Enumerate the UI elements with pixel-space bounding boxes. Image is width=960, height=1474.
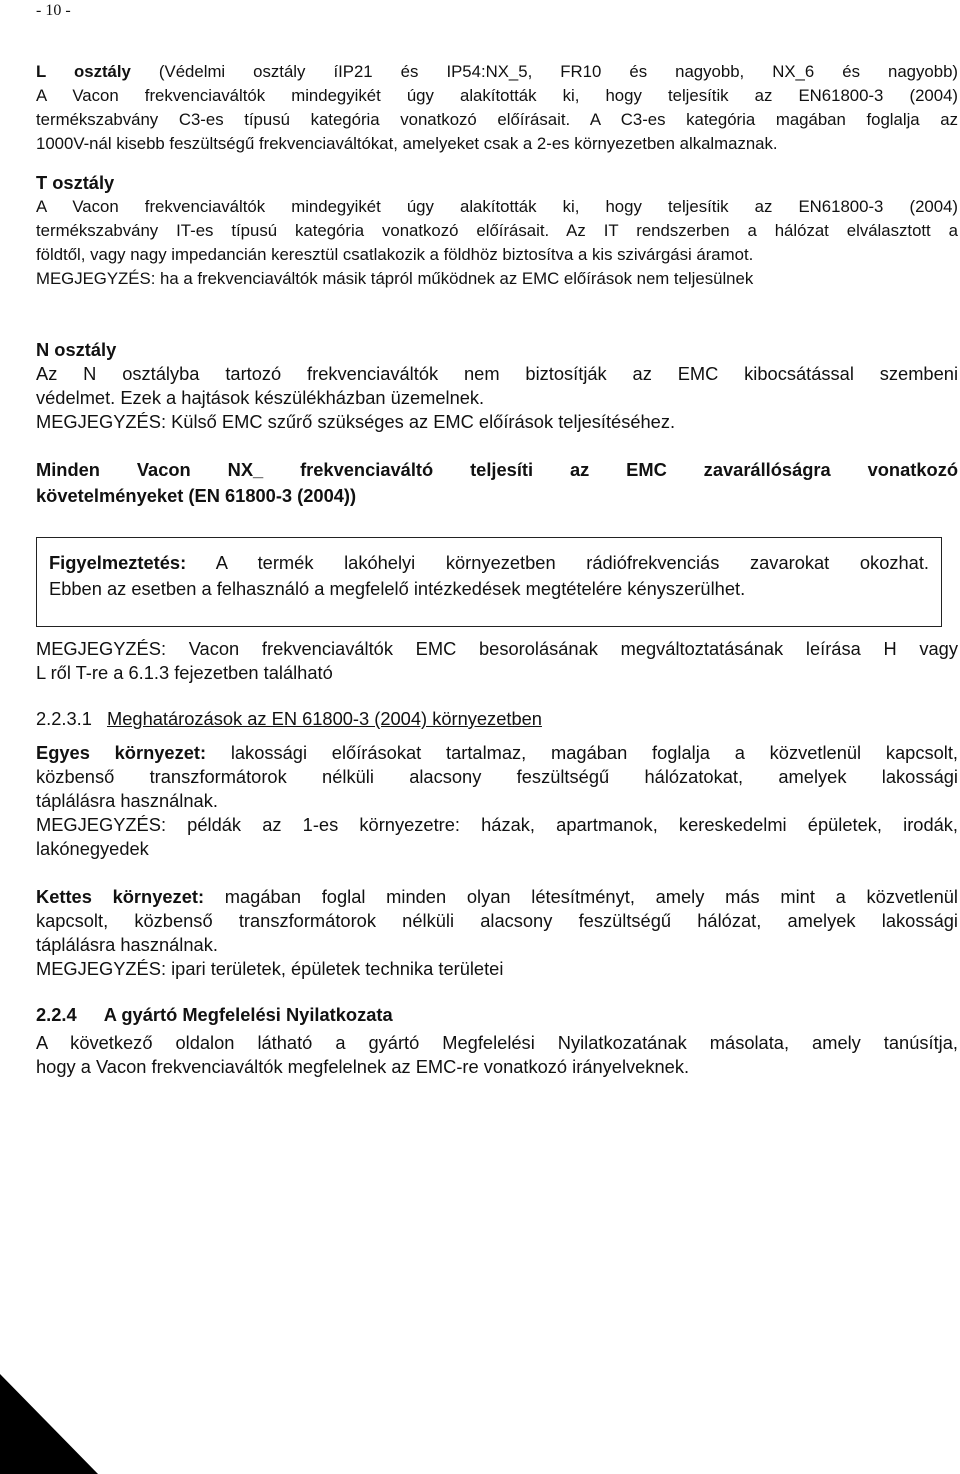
section-2-2-3-1-title: Meghatározások az EN 61800-3 (2004) környezetben <box>107 708 542 729</box>
corner-page-number: 2 <box>57 1447 66 1464</box>
second-env-line1: magában foglal minden olyan létesítményt, amely más mint a közvetlenül <box>204 886 958 907</box>
l-class-line4: 1000V-nál kisebb feszültségű frekvenciaváltókat, amelyeket csak a 2-es környezetben alkalmaznak. <box>36 134 778 153</box>
l-class-title: L osztály <box>36 62 131 81</box>
n-class-line1: Az N osztályba tartozó frekvenciaváltók nem biztosítják az EMC kibocsátással szembeni <box>36 363 958 384</box>
warning-label: Figyelmeztetés: <box>49 552 187 573</box>
note-h-to-l-line2: L ről T-re a 6.1.3 fejezetben található <box>36 662 333 683</box>
corner-triangle-decoration <box>0 1374 98 1474</box>
warning-box <box>36 537 942 627</box>
first-env-line2: közbenső transzformátorok nélküli alacsony feszültségű hálózatokat, amelyek lakossági <box>36 766 958 787</box>
n-class-section <box>36 338 958 434</box>
first-env-label: Egyes környezet: <box>36 742 207 763</box>
second-environment <box>36 885 958 981</box>
n-class-title: N osztály <box>36 339 117 360</box>
document-body <box>36 60 958 1079</box>
l-class-line3: termékszabvány C3-es típusú kategória vonatkozó előírásait. A C3-es kategória magában foglalja az <box>36 110 958 129</box>
section-2-2-4-number: 2.2.4 <box>36 1004 77 1025</box>
second-env-line2: kapcsolt, közbenső transzformátorok nélküli alacsony feszültségű hálózat, amelyek lakossági <box>36 910 958 931</box>
section-2-2-3-1-heading <box>36 707 958 731</box>
first-environment <box>36 741 958 861</box>
l-class-section <box>36 60 958 156</box>
section-2-2-4 <box>36 1003 958 1079</box>
second-env-line3: táplálásra használnak. <box>36 934 218 955</box>
warning-line1: A termék lakóhelyi környezetben rádiófrekvenciás zavarokat okozhat. <box>186 552 929 573</box>
t-class-title: T osztály <box>36 172 115 193</box>
t-class-line4: MEGJEGYZÉS: ha a frekvenciaváltók másik tápról működnek az EMC előírások nem teljesülnek <box>36 269 754 288</box>
t-class-line2: termékszabvány IT-es típusú kategória vonatkozó előírásait. Az IT rendszerben a hálózat elválasztott a <box>36 221 958 240</box>
section-2-2-4-line1: A következő oldalon látható a gyártó Megfelelési Nyilatkozatának másolata, amely tanúsítja, <box>36 1032 958 1053</box>
page-number: - 10 - <box>36 2 71 19</box>
note-h-to-l-line1: MEGJEGYZÉS: Vacon frekvenciaváltók EMC besorolásának megváltoztatásának leírása H vagy <box>36 638 958 659</box>
section-2-2-4-line2: hogy a Vacon frekvenciaváltók megfelelnek az EMC-re vonatkozó irányelveknek. <box>36 1056 690 1077</box>
first-env-note1: MEGJEGYZÉS: példák az 1-es környezetre: házak, apartmanok, kereskedelmi épületek, irodák, <box>36 814 958 835</box>
first-env-note2: lakónegyedek <box>36 838 149 859</box>
second-env-label: Kettes környezet: <box>36 886 205 907</box>
second-env-note: MEGJEGYZÉS: ipari területek, épületek technika területei <box>36 958 504 979</box>
t-class-line1: A Vacon frekvenciaváltók mindegyikét úgy alakították ki, hogy teljesítik az EN61800-3 (2004) <box>36 197 958 216</box>
l-class-line2: A Vacon frekvenciaváltók mindegyikét úgy alakították ki, hogy teljesítik az EN61800-3 (2004) <box>36 86 958 105</box>
section-2-2-4-title: A gyártó Megfelelési Nyilatkozata <box>103 1004 393 1025</box>
l-class-subtitle: (Védelmi osztály íIP21 és IP54:NX_5, FR10 és nagyobb, NX_6 és nagyobb) <box>130 62 958 81</box>
first-env-line1: lakossági előírásokat tartalmaz, magában foglalja a közvetlenül kapcsolt, <box>206 742 958 763</box>
note-h-to-l <box>36 637 958 685</box>
all-nx-line1: Minden Vacon NX_ frekvenciaváltó teljesíti az EMC zavarállóságra vonatkozó <box>36 459 958 480</box>
all-nx-line2: követelményeket (EN 61800-3 (2004)) <box>36 485 357 506</box>
t-class-line3: földtől, vagy nagy impedancián keresztül csatlakozik a földhöz biztosítva a kis szivárgási áramot. <box>36 245 754 264</box>
all-nx-statement <box>36 457 958 509</box>
n-class-line2: védelmet. Ezek a hajtások készülékházban üzemelnek. <box>36 387 485 408</box>
warning-line2: Ebben az esetben a felhasználó a megfelelő intézkedések megtételére kényszerülhet. <box>49 578 746 599</box>
t-class-section <box>36 171 958 291</box>
n-class-line3: MEGJEGYZÉS: Külső EMC szűrő szükséges az EMC előírások teljesítéséhez. <box>36 411 676 432</box>
section-2-2-3-1-number: 2.2.3.1 <box>36 708 92 729</box>
first-env-line3: táplálásra használnak. <box>36 790 218 811</box>
